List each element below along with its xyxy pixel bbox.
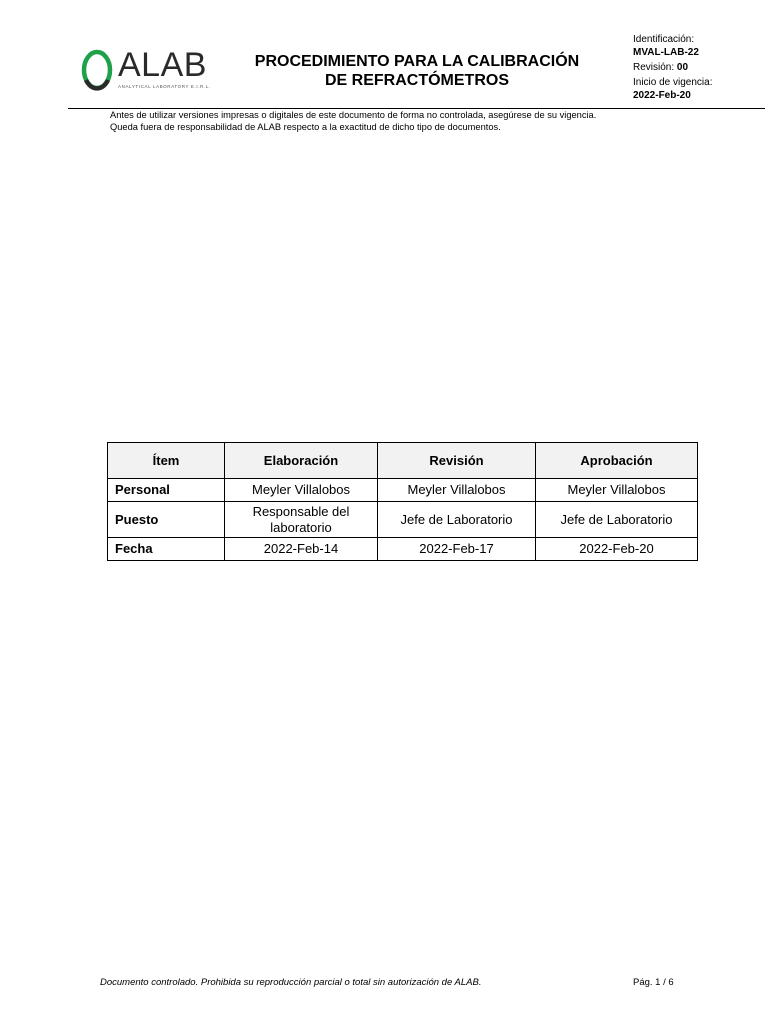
table-cell: 2022-Feb-20: [536, 538, 698, 561]
header-aprobacion: Aprobación: [536, 443, 698, 479]
approval-table: [107, 442, 698, 561]
logo-subtext: ANALYTICAL LABORATORY E.I.R.L.: [118, 84, 211, 89]
logo-text: ALAB: [118, 46, 207, 84]
title-line-2: DE REFRACTÓMETROS: [325, 72, 509, 89]
page-number: Pág. 1 / 6: [633, 977, 674, 988]
meta-id-value: MVAL-LAB-22: [633, 47, 699, 58]
title-line-1: PROCEDIMIENTO PARA LA CALIBRACIÓN: [254, 53, 580, 70]
header-elaboracion: Elaboración: [225, 443, 378, 479]
document-meta: [633, 33, 713, 104]
table-row: [108, 538, 698, 561]
notice-line-1: Antes de utilizar versiones impresas o digitales de este documento de forma no controlada, asegúrese de su vigencia.: [110, 110, 597, 120]
table-cell: Meyler Villalobos: [225, 479, 378, 502]
table-cell: Meyler Villalobos: [536, 479, 698, 502]
row-label-fecha: Fecha: [108, 538, 225, 561]
footer-notice: Documento controlado. Prohibida su reproducción parcial o total sin autorización de ALAB.: [100, 977, 482, 988]
header-revision: Revisión: [378, 443, 536, 479]
table-cell: Jefe de Laboratorio: [378, 502, 536, 538]
meta-id-label: Identificación:: [633, 34, 695, 45]
company-logo: [80, 46, 211, 96]
meta-revision: [633, 61, 713, 74]
header-item: Ítem: [108, 443, 225, 479]
table-cell: Meyler Villalobos: [378, 479, 536, 502]
row-label-personal: Personal: [108, 479, 225, 502]
table-cell: 2022-Feb-17: [378, 538, 536, 561]
table-header-row: [108, 443, 698, 479]
table-row: [108, 479, 698, 502]
table-cell: 2022-Feb-14: [225, 538, 378, 561]
meta-rev-value: 00: [676, 62, 689, 73]
table-cell: Responsable del laboratorio: [225, 502, 378, 538]
control-notice: [110, 109, 596, 133]
meta-rev-label: Revisión:: [633, 62, 677, 73]
table-cell: Jefe de Laboratorio: [536, 502, 698, 538]
document-title: [222, 52, 612, 90]
meta-start-label: Inicio de vigencia:: [633, 77, 713, 88]
meta-identification: [633, 33, 713, 59]
meta-start-value: 2022-Feb-20: [633, 90, 691, 101]
alab-ring-logo-icon: [80, 46, 116, 94]
meta-start-date: [633, 76, 713, 102]
table-row: [108, 502, 698, 538]
notice-line-2: Queda fuera de responsabilidad de ALAB respecto a la exactitud de dicho tipo de documentos.: [110, 122, 501, 132]
row-label-puesto: Puesto: [108, 502, 225, 538]
